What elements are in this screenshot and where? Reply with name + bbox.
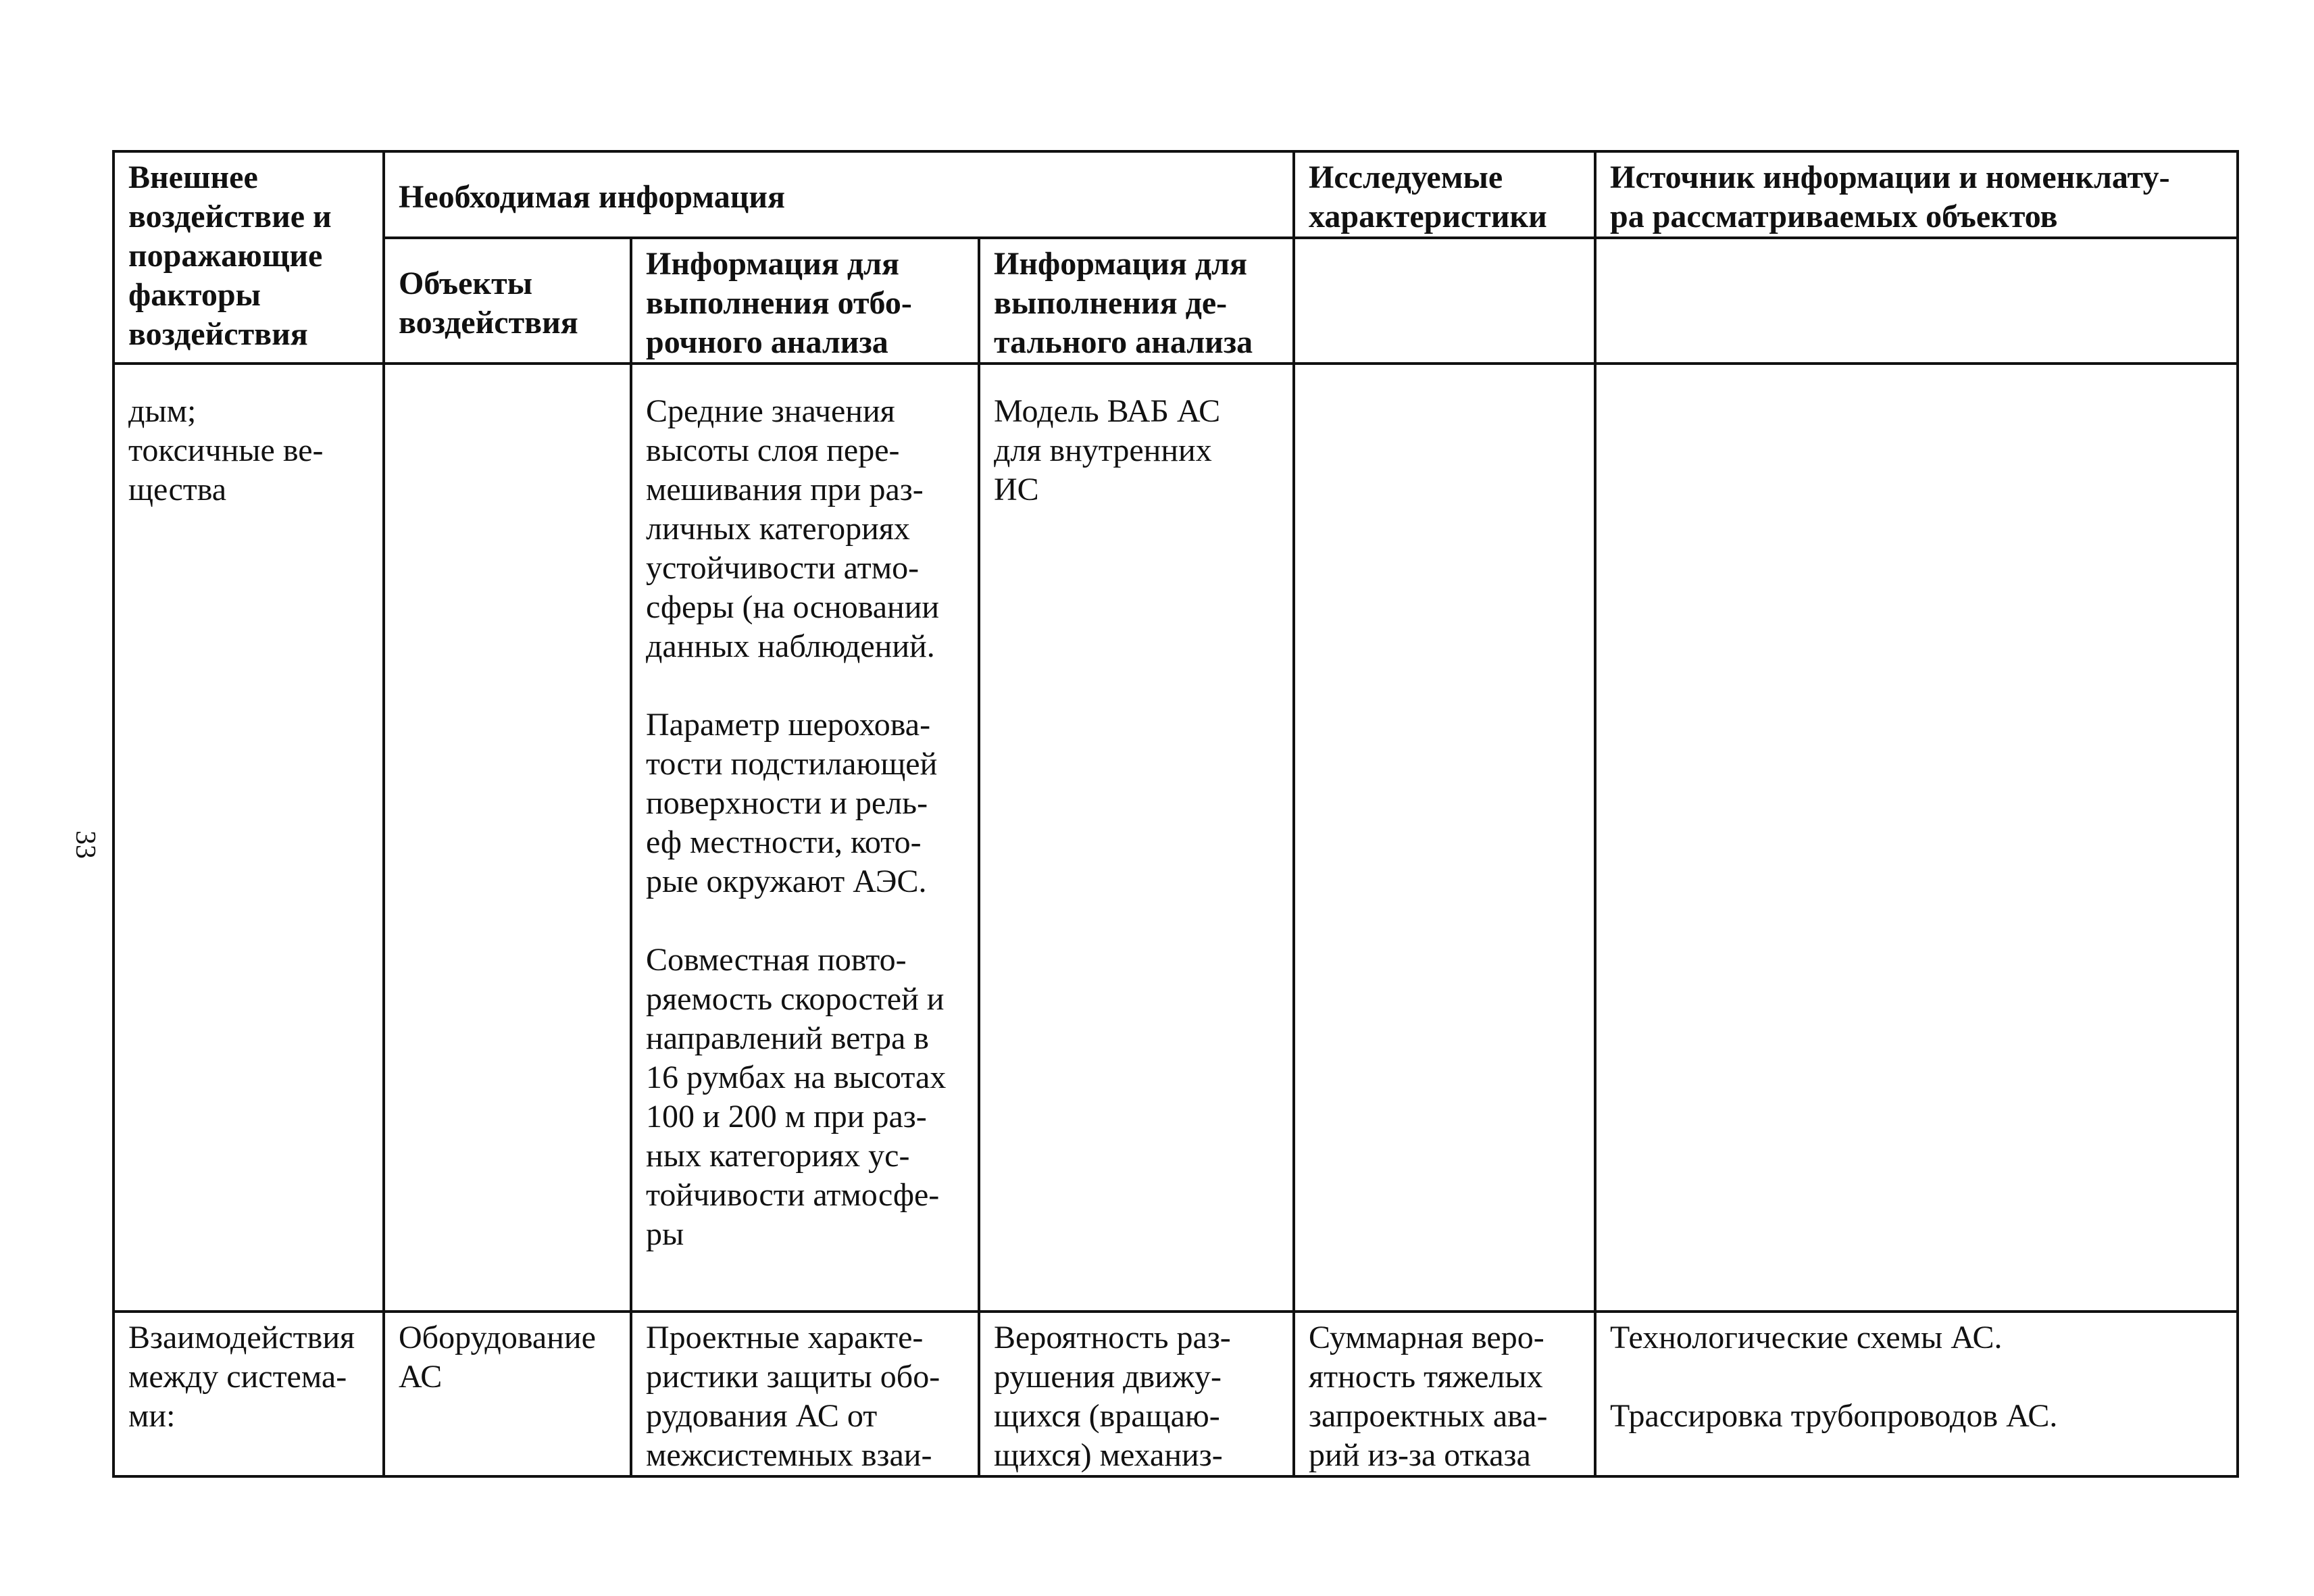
cell-screening-info (631, 1312, 979, 1476)
header-row-2 (114, 238, 2238, 364)
header-objects: Объекты воздействия (384, 238, 631, 364)
cell-info-source (1595, 364, 2238, 1312)
header-info-source: Источник информации и номенклату- ра рассматриваемых объектов (1595, 151, 2238, 238)
table-row (114, 364, 2238, 1312)
header-studied-characteristics: Исследуемые характеристики (1294, 151, 1595, 238)
header-empty-cell (1595, 238, 2238, 364)
header-row-1 (114, 151, 2238, 238)
cell-paragraph: Средние значения высоты слоя пере- мешивания при раз- личных категориях устойчивости атмо- сферы (на основании данных наблюдений. (646, 393, 940, 664)
requirements-table (112, 150, 2239, 1478)
cell-paragraph: Совместная повто- ряемость скоростей и направлений ветра в 16 румбах на высотах 100 и 200 м при раз- ных категориях ус- тойчивости атмосфе- ры (646, 942, 947, 1252)
cell-info-source (1595, 1312, 2238, 1476)
cell-studied-characteristics (1294, 364, 1595, 1312)
cell-detailed-info: Модель ВАБ АС для внутренних ИС (979, 364, 1294, 1312)
cell-screening-info (631, 364, 979, 1312)
header-impact-factors: Внешнее воздействие и поражающие факторы воздействия (114, 151, 384, 364)
table-row (114, 1312, 2238, 1476)
cell-paragraph: Технологические схемы АС. (1610, 1320, 2003, 1355)
cell-objects (384, 364, 631, 1312)
header-detailed-info: Информация для выполнения де- тального анализа (979, 238, 1294, 364)
page-number: 33 (70, 830, 101, 859)
cell-detailed-info: Вероятность раз- рушения движу- щихся (вращаю- щихся) механиз- (979, 1312, 1294, 1476)
cell-impact-factors: Взаимодействия между система- ми: (114, 1312, 384, 1476)
header-empty-cell (1294, 238, 1595, 364)
cell-paragraph: Трассировка трубопроводов АС. (1610, 1398, 2058, 1434)
cell-objects: Оборудование АС (384, 1312, 631, 1476)
cell-impact-factors: дым; токсичные ве- щества (114, 364, 384, 1312)
cell-paragraph: Проектные характе- ристики защиты обо- рудования АС от межсистемных взаи- (646, 1320, 940, 1473)
header-screening-info: Информация для выполнения отбо- рочного анализа (631, 238, 979, 364)
header-required-info: Необходимая информация (384, 151, 1294, 238)
cell-paragraph: Параметр шерохова- тости подстилающей поверхности и рель- еф местности, кото- рые окружают АЭС. (646, 707, 938, 899)
cell-studied-characteristics: Суммарная веро- ятность тяжелых запроектных ава- рий из-за отказа (1294, 1312, 1595, 1476)
